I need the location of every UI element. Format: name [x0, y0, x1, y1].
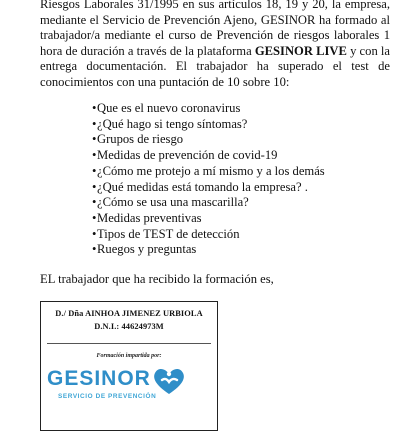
- topic-item: • ¿Cómo me protejo a mí mismo y a los demás: [92, 164, 325, 180]
- trainee-certificate-box: [40, 301, 218, 431]
- signature-divider: [47, 343, 211, 344]
- platform-name: GESINOR LIVE: [254, 43, 347, 58]
- topic-item: • Grupos de riesgo: [92, 132, 325, 148]
- provided-by-label: Formación impartida por:: [96, 353, 162, 359]
- trainee-identity: [41, 307, 217, 333]
- topic-item: • Tipos de TEST de detección: [92, 227, 325, 243]
- closing-sentence: EL trabajador que ha recibido la formación es,: [40, 272, 274, 286]
- topic-item: • ¿Cómo se usa una mascarilla?: [92, 195, 325, 211]
- intro-paragraph: [40, 0, 390, 91]
- intro-text-part1: Riesgos Laborales 31/1995 en sus artículos 18, 19 y 20, la empresa, mediante el Servicio de Prevención Ajeno, GESINOR ha formado al trabajador/a mediante el curso de Prevención de riesgos laborales 1 hora de duración a través de la plataforma: [40, 0, 390, 58]
- topic-list: [92, 101, 325, 258]
- topic-item: • Medidas de prevención de covid-19: [92, 148, 325, 164]
- trainee-name: D./ Dña AINHOA JIMENEZ URBIOLA: [55, 309, 203, 318]
- heart-hands-icon: [151, 365, 187, 397]
- topic-item: • Medidas preventivas: [92, 211, 325, 227]
- logo-wordmark: GESINOR: [47, 367, 151, 390]
- trainee-dni: D.N.I.: 44624973M: [94, 322, 164, 331]
- gesinor-logo: [47, 365, 217, 415]
- topic-item: • Que es el nuevo coronavirus: [92, 101, 325, 117]
- intro-text-part2: y con la entrega documentación. El trabajador ha superado el test de conocimientos con una puntación de 10 sobre 10:: [40, 43, 390, 89]
- topic-item: • ¿Qué medidas está tomando la empresa? .: [92, 180, 325, 196]
- logo-tagline: SERVICIO DE PREVENCIÓN: [58, 393, 157, 400]
- topic-item: • ¿Qué hago si tengo síntomas?: [92, 117, 325, 133]
- topic-item: • Ruegos y preguntas: [92, 242, 325, 258]
